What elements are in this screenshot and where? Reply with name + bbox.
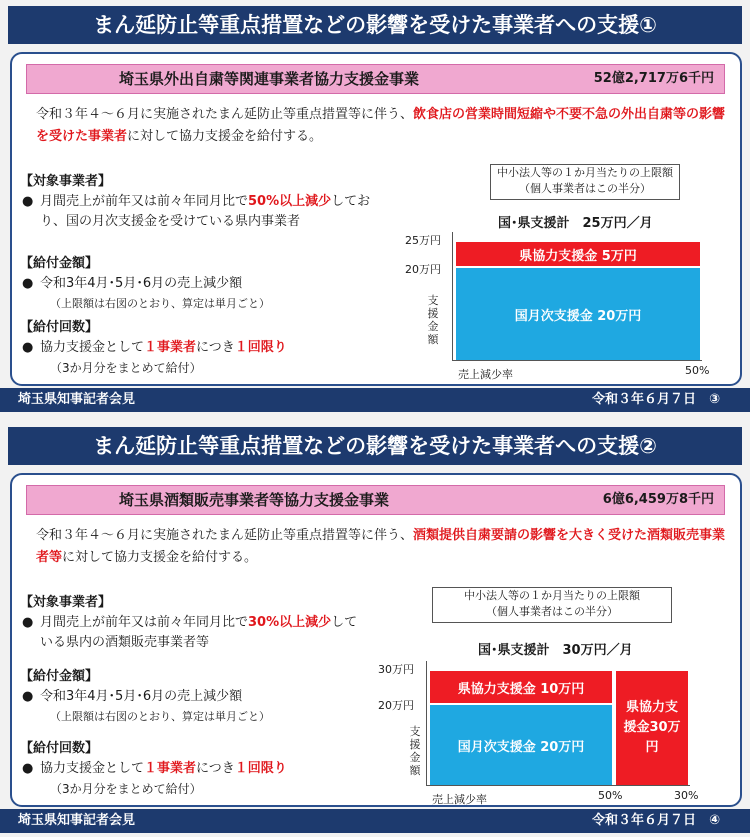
bullet-item [20,192,392,232]
highlight: 50%以上減少 [248,194,332,209]
intro-text [36,525,726,569]
tick-label: 20万円 [378,699,414,712]
intro-part: に対して協力支援金を給付する。 [62,550,258,565]
highlight: １事業者 [144,761,197,776]
bullet-item [20,687,392,707]
content-panel [10,473,742,807]
bullet-icon: ● [22,689,34,704]
highlight: １回限り [234,761,287,776]
bar-prefecture-support: 県協力支援金 5万円 [456,242,700,266]
intro-highlight: 酒類提供自粛要請の影響を大きく受けた酒類販売事業者等 [36,528,726,565]
tick-label: 50% [598,789,623,802]
bullet-text: 令和3年4月･5月･6月の売上減少額 [40,276,243,291]
highlight: １事業者 [144,340,197,355]
content-panel [10,52,742,386]
program-header [26,485,725,515]
y-axis-label: 支援金額 [427,294,439,346]
bar-prefecture-support: 県協力支援金 10万円 [430,671,612,703]
program-budget: 6億6,459万8千円 [602,492,714,507]
bullet-icon: ● [22,615,34,630]
tick-label: 30% [674,789,699,802]
footer-org: 埼玉県知事記者会見 [18,392,136,407]
tick-label: 30万円 [378,663,414,676]
highlight: 30%以上減少 [248,615,332,630]
footer [0,388,750,412]
bar-national-support: 国月次支援金 20万円 [456,268,700,360]
note-text: （3か月分をまとめて給付） [50,361,202,375]
intro-part: に対して協力支援金を給付する。 [127,129,323,144]
note-text: （上限額は右図のとおり、算定は単月ごと） [50,710,270,723]
section-heading: 【対象事業者】 [20,595,112,610]
intro-part: 令和３年４～６月に実施されたまん延防止等重点措置等に伴う、 [36,528,414,543]
program-name: 埼玉県酒類販売事業者等協力支援金事業 [119,491,390,509]
x-axis-line [452,360,702,361]
intro-text [36,104,726,148]
bullet-icon: ● [22,194,34,209]
note-text: （上限額は右図のとおり、算定は単月ごと） [50,297,270,310]
y-axis-line [426,661,427,785]
note-text: （3か月分をまとめて給付） [50,782,202,796]
highlight: １回限り [234,340,287,355]
footer [0,809,750,833]
bar-national-support: 国月次支援金 20万円 [430,705,612,785]
bullet-item [20,613,360,653]
slide-1 [0,0,750,415]
bullet-text: 協力支援金として [40,761,145,776]
bullet-icon: ● [22,276,34,291]
bullet-text: している県内の酒類販売事業者等 [40,615,358,650]
tick-label: 20万円 [405,263,441,276]
amount-section [20,667,392,727]
section-heading: 【給付回数】 [20,741,99,756]
bullet-text: につき [196,761,235,776]
program-budget: 52億2,717万6千円 [593,71,714,86]
chart-caption [490,164,680,200]
bullet-icon: ● [22,340,34,355]
bar-prefecture-support-30: 県協力支援金30万円 [616,671,688,785]
bullet-item [20,274,392,294]
count-section [20,739,392,799]
caption-line: （個人事業者はこの半分） [519,182,651,195]
bullet-text: 令和3年4月･5月･6月の売上減少額 [40,689,243,704]
bullet-text: しており、国の月次支援金を受けている県内事業者 [40,194,371,229]
intro-highlight: 飲食店の営業時間短縮や不要不急の外出自粛等の影響を受けた事業者 [36,107,726,144]
bullet-text: 月間売上が前年又は前々年同月比で [40,194,249,209]
x-axis-label: 売上減少率 [432,793,487,806]
section-heading: 【給付回数】 [20,320,99,335]
footer-date-page: 令和３年６月７日 ④ [591,813,720,828]
section-heading: 【対象事業者】 [20,174,112,189]
chart-total: 国･県支援計 25万円／月 [498,216,653,231]
section-heading: 【給付金額】 [20,256,99,271]
amount-section [20,254,392,314]
slide-title: まん延防止等重点措置などの影響を受けた事業者への支援① [8,6,742,44]
chart-caption [432,587,672,623]
tick-label: 25万円 [405,234,441,247]
bullet-text: につき [196,340,235,355]
slide-2 [0,421,750,836]
chart-total: 国･県支援計 30万円／月 [478,643,633,658]
program-name: 埼玉県外出自粛等関連事業者協力支援金事業 [119,70,420,88]
footer-org: 埼玉県知事記者会見 [18,813,136,828]
target-section [20,593,360,653]
bullet-icon: ● [22,761,34,776]
slide-title: まん延防止等重点措置などの影響を受けた事業者への支援② [8,427,742,465]
intro-part: 令和３年４～６月に実施されたまん延防止等重点措置等に伴う、 [36,107,414,122]
tick-label: 50% [685,364,710,377]
caption-line: 中小法人等の１か月当たりの上限額 [464,589,640,602]
bullet-item [20,338,392,358]
bullet-text: 協力支援金として [40,340,145,355]
bullet-text: 月間売上が前年又は前々年同月比で [40,615,249,630]
program-header [26,64,725,94]
x-axis-line [426,785,690,786]
section-heading: 【給付金額】 [20,669,99,684]
footer-date-page: 令和３年６月７日 ③ [591,392,720,407]
count-section [20,318,392,378]
caption-line: （個人事業者はこの半分） [486,605,618,618]
bullet-item [20,759,392,779]
y-axis-label: 支援金額 [409,725,421,777]
caption-line: 中小法人等の１か月当たりの上限額 [497,166,673,179]
x-axis-label: 売上減少率 [458,368,513,381]
y-axis-line [452,232,453,360]
target-section [20,172,392,232]
